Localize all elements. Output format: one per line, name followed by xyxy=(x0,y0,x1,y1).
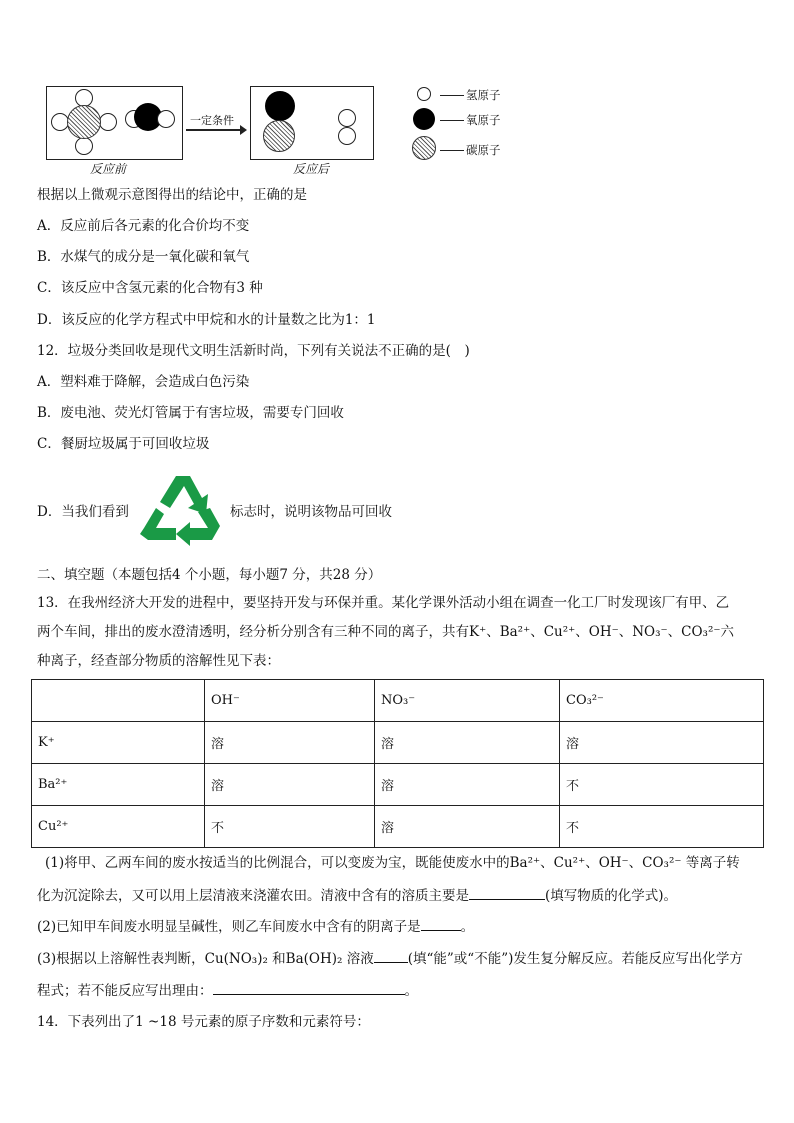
table-header: OH⁻ xyxy=(205,680,375,722)
q11-option-b: B．水煤气的成分是一氧化碳和氧气 xyxy=(37,249,250,265)
recycle-icon xyxy=(136,472,228,552)
q11-option-a: A．反应前后各元素的化合价均不变 xyxy=(37,218,250,234)
legend-carbon-label: 碳原子 xyxy=(466,143,501,157)
q13-part3-suffix: (填“能”或“不能”)发生复分解反应。若能反应写出化学方 xyxy=(407,951,743,967)
table-cell: 溶 xyxy=(375,722,560,764)
table-header: CO₃²⁻ xyxy=(560,680,764,722)
q12-stem: 12．垃圾分类回收是现代文明生活新时尚，下列有关说法不正确的是( ) xyxy=(37,343,470,359)
hydrogen-atom-icon xyxy=(75,137,93,155)
table-cell: K⁺ xyxy=(32,722,205,764)
answer-blank-2[interactable] xyxy=(421,916,461,931)
hydrogen-atom-icon xyxy=(99,113,117,131)
table-cell: 溶 xyxy=(375,806,560,848)
q13-part1-line2 xyxy=(37,885,677,906)
table-cell: 溶 xyxy=(205,722,375,764)
q13-part1-suffix: (填写物质的化学式)。 xyxy=(545,888,678,904)
table-cell: 溶 xyxy=(560,722,764,764)
q12-option-b: B．废电池、荧光灯管属于有害垃圾，需要专门回收 xyxy=(37,405,344,421)
q12-option-a: A．塑料难于降解，会造成白色污染 xyxy=(37,374,250,390)
legend-hydrogen-label: 氢原子 xyxy=(466,88,501,102)
after-reaction-box xyxy=(250,86,374,160)
q12-option-c: C．餐厨垃圾属于可回收垃圾 xyxy=(37,436,210,452)
carbon-atom-icon xyxy=(412,136,436,160)
q13-line-2: 两个车间，排出的废水澄清透明，经分析分别含有三种不同的离子，共有K⁺、Ba²⁺、Cu²⁺、OH⁻、NO₃⁻、CO₃²⁻六 xyxy=(37,624,735,640)
recycle-arrow-3 xyxy=(140,508,176,540)
q12-option-d-after: 标志时，说明该物品可回收 xyxy=(230,504,392,520)
legend-line xyxy=(440,150,464,151)
table-row xyxy=(32,722,764,764)
table-cell xyxy=(32,680,205,722)
section-2-heading: 二、填空题（本题包括4 个小题，每小题7 分，共28 分） xyxy=(37,567,382,583)
answer-blank-4[interactable] xyxy=(213,980,405,995)
q11-option-c: C．该反应中含氢元素的化合物有3 种 xyxy=(37,280,263,296)
table-cell: 溶 xyxy=(205,764,375,806)
q13-line-3: 种离子，经查部分物质的溶解性见下表： xyxy=(37,653,280,669)
carbon-atom-icon xyxy=(67,105,101,139)
q13-part1-line1: (1)将甲、乙两车间的废水按适当的比例混合，可以变废为宝，既能使废水中的Ba²⁺、Cu²⁺、OH⁻、CO₃²⁻ 等离子转 xyxy=(45,855,740,871)
before-reaction-box xyxy=(46,86,183,160)
legend-oxygen-label: 氧原子 xyxy=(466,113,501,127)
q13-part3-text: (3)根据以上溶解性表判断，Cu(NO₃)₂ 和Ba(OH)₂ 溶液 xyxy=(37,951,374,967)
table-row xyxy=(32,680,764,722)
table-row xyxy=(32,806,764,848)
carbon-atom-icon xyxy=(263,120,295,152)
q13-part3-line1 xyxy=(37,948,743,969)
hydrogen-atom-icon xyxy=(338,127,356,145)
hydrogen-atom-icon xyxy=(338,109,356,127)
q11-option-d: D．该反应的化学方程式中甲烷和水的计量数之比为1：1 xyxy=(37,312,376,328)
table-row xyxy=(32,764,764,806)
q13-part3-line2 xyxy=(37,980,418,1001)
arrow-label: 一定条件 xyxy=(190,114,234,127)
answer-blank-3[interactable] xyxy=(374,948,408,963)
reaction-arrow xyxy=(186,129,244,131)
solubility-table xyxy=(31,679,764,848)
q13-part3-reason-text: 程式；若不能反应写出理由： xyxy=(37,983,213,999)
q13-part2 xyxy=(37,916,474,937)
table-cell: 不 xyxy=(205,806,375,848)
table-cell: Cu²⁺ xyxy=(32,806,205,848)
answer-blank-1[interactable] xyxy=(469,885,545,900)
oxygen-atom-icon xyxy=(265,91,295,121)
hydrogen-atom-icon xyxy=(157,110,175,128)
q13-part1-text: 化为沉淀除去，又可以用上层清液来浇灌农田。清液中含有的溶质主要是 xyxy=(37,888,469,904)
after-caption: 反应后 xyxy=(293,162,330,176)
table-header: NO₃⁻ xyxy=(375,680,560,722)
table-cell: 不 xyxy=(560,764,764,806)
q14-stem: 14．下表列出了1 ~18 号元素的原子序数和元素符号： xyxy=(37,1014,370,1030)
recycle-arrow-2 xyxy=(176,508,220,546)
legend-line xyxy=(440,95,464,96)
q12-option-d-before: D．当我们看到 xyxy=(37,504,129,520)
before-caption: 反应前 xyxy=(90,162,127,176)
q11-stem: 根据以上微观示意图得出的结论中，正确的是 xyxy=(37,187,307,203)
hydrogen-atom-icon xyxy=(417,87,431,101)
q13-part3-end: 。 xyxy=(404,983,418,999)
table-cell: Ba²⁺ xyxy=(32,764,205,806)
recycle-arrow-1 xyxy=(160,476,208,514)
legend-line xyxy=(440,120,464,121)
arrow-head xyxy=(240,125,247,135)
q13-line-1: 13．在我州经济大开发的进程中，要坚持开发与环保并重。某化学课外活动小组在调查一化工厂时发现该厂有甲、乙 xyxy=(37,595,730,611)
q13-part2-suffix: 。 xyxy=(460,919,475,935)
q13-part2-text: (2)已知甲车间废水明显呈碱性，则乙车间废水中含有的阴离子是 xyxy=(37,919,421,935)
table-cell: 不 xyxy=(560,806,764,848)
table-cell: 溶 xyxy=(375,764,560,806)
oxygen-atom-icon xyxy=(413,108,435,130)
